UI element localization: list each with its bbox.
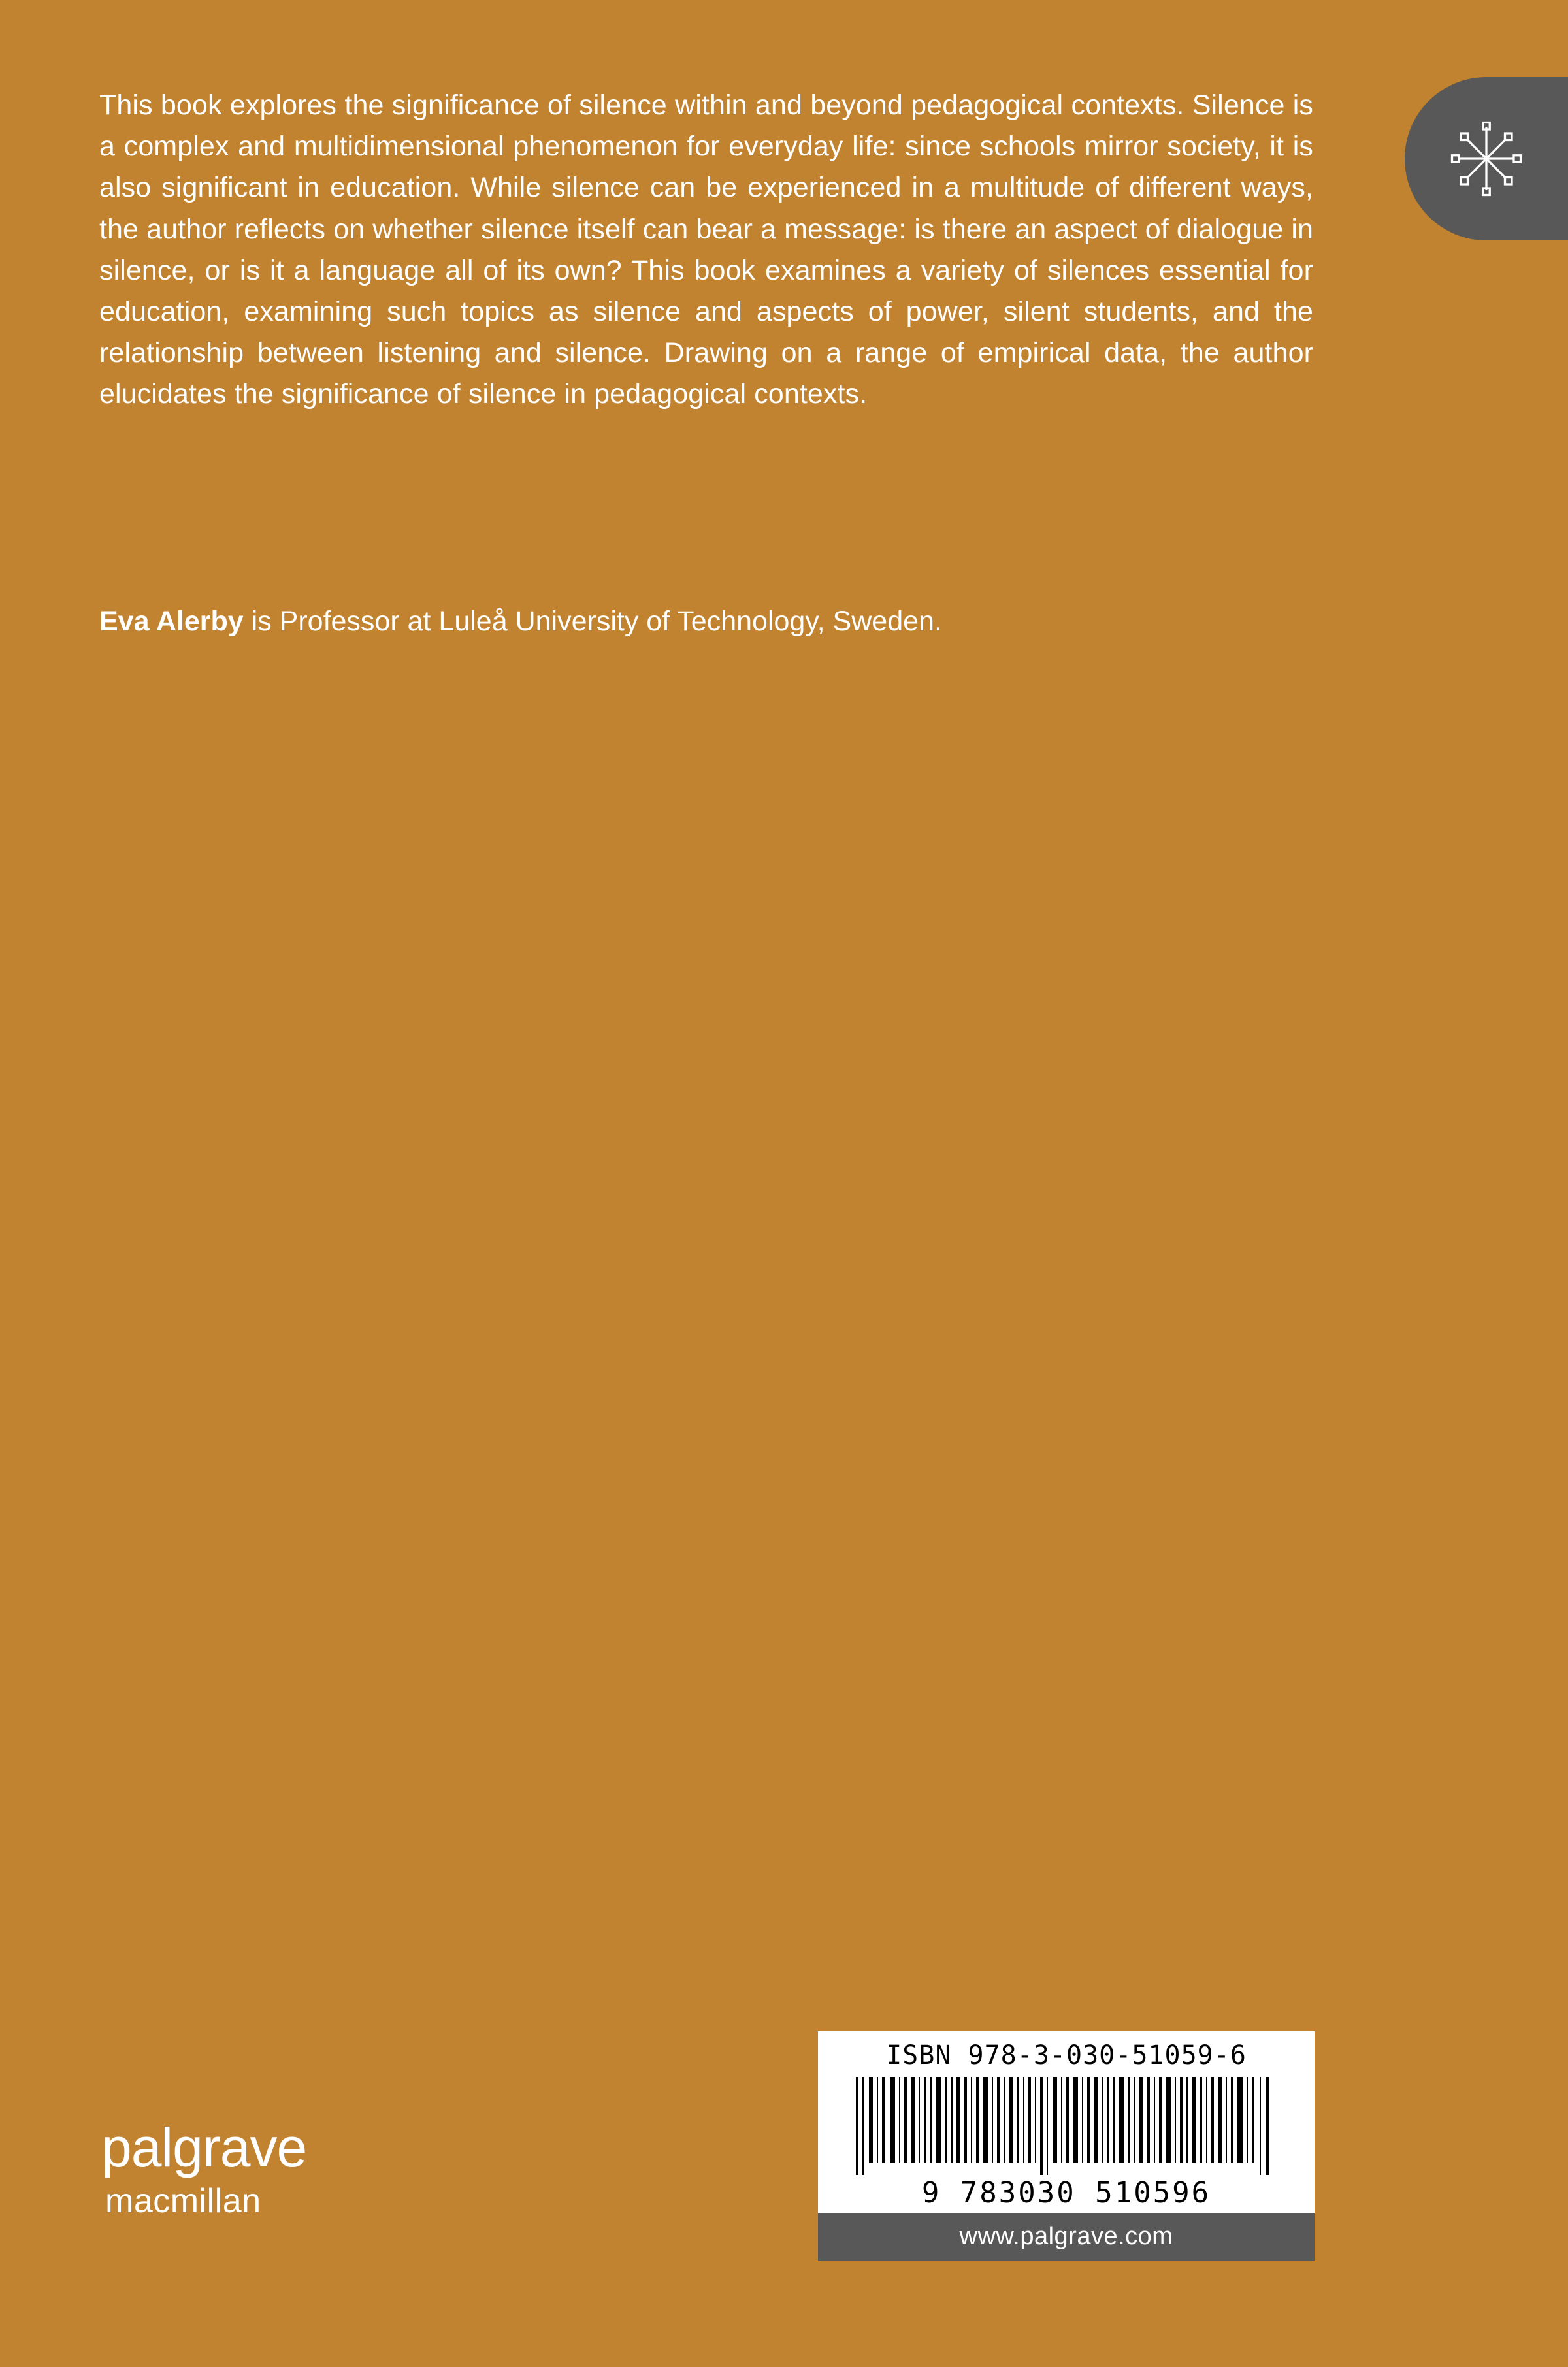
publisher-logo-main: palgrave xyxy=(101,2117,307,2178)
publisher-mark xyxy=(1405,77,1568,240)
isbn-label: ISBN 978-3-030-51059-6 xyxy=(886,2040,1247,2070)
publisher-logo-sub: macmillan xyxy=(105,2182,261,2220)
author-bio xyxy=(99,601,1313,642)
blurb-text xyxy=(99,85,1313,416)
blurb-paragraph: This book explores the significance of silence within and beyond pedagogical contexts. Silence is a complex and multidimensional phenomenon for everyday life: since schools mirror society, it is also significant in education. While silence can be experienced in a multitude of different ways, the author reflects on whether silence itself can bear a message: is there an aspect of dialogue in silence, or is it a language all of its own? This book examines a variety of silences essential for education, examining such topics as silence and aspects of power, silent students, and the relationship between listening and silence. Drawing on a range of empirical data, the author elucidates the significance of silence in pedagogical contexts. xyxy=(99,90,1313,410)
barcode-digits: 9 783030 510596 xyxy=(921,2176,1211,2210)
author-name: Eva Alerby xyxy=(99,606,244,637)
publisher-logo xyxy=(101,2117,307,2220)
publisher-url: www.palgrave.com xyxy=(818,2213,1315,2261)
author-bio-text: is Professor at Luleå University of Technology, Sweden. xyxy=(243,606,942,637)
barcode-icon xyxy=(818,2077,1315,2175)
isbn-barcode-panel xyxy=(818,2031,1315,2213)
isbn-block xyxy=(818,2031,1315,2261)
palgrave-macmillan-mark-icon xyxy=(1437,110,1535,208)
